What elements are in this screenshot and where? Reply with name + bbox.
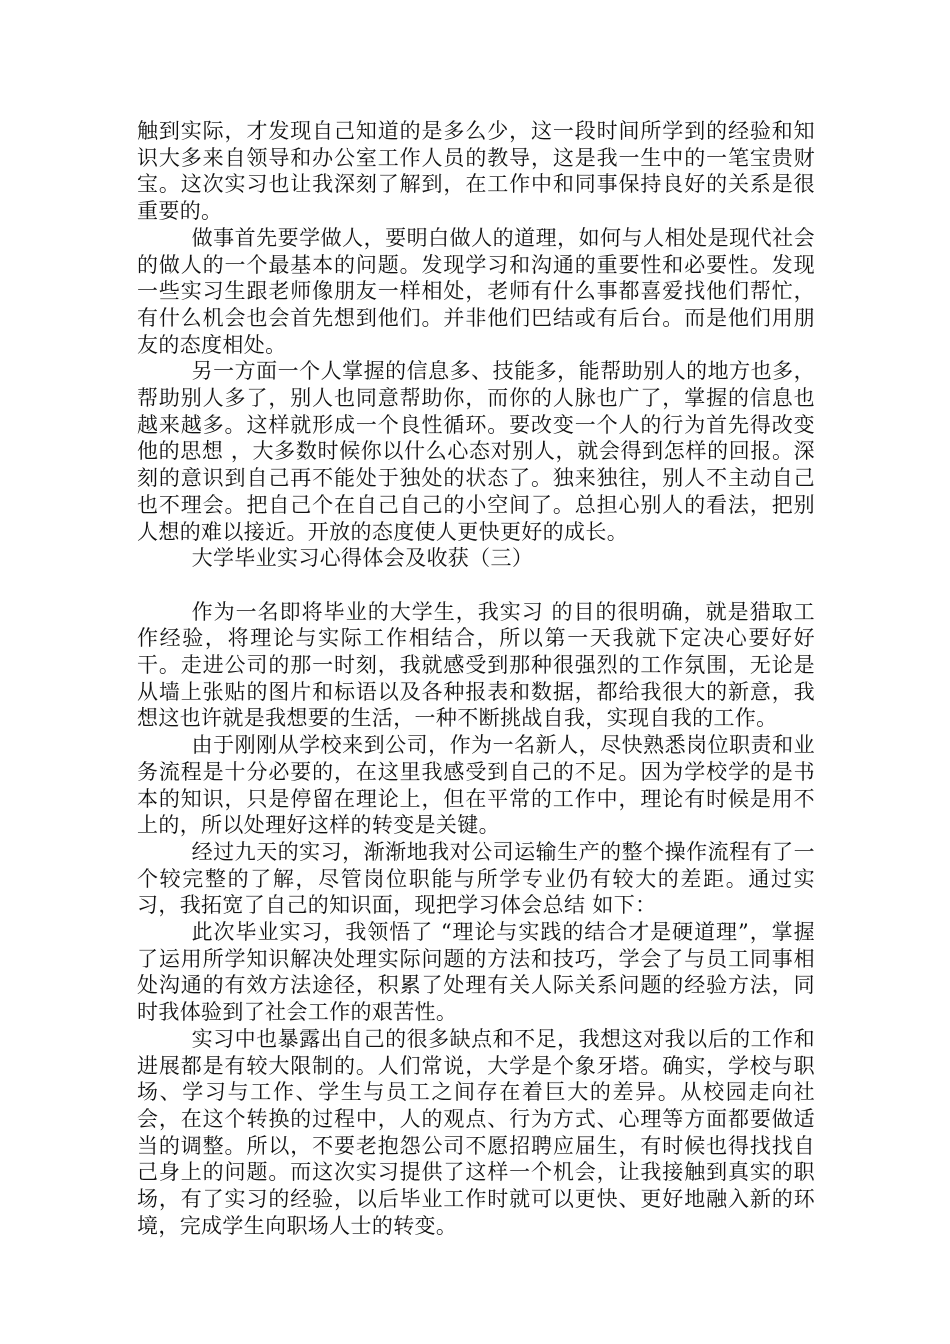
blank-line [137, 572, 815, 599]
paragraph-5: 由于刚刚从学校来到公司，作为一名新人，尽快熟悉岗位职责和业务流程是十分必要的，在这里我感受到自己的不足。因为学校学的是书本的知识，只是停留在理论上，但在平常的工作中，理论有时候是用不上的，所以处理好这样的转变是关键。 [137, 733, 815, 838]
paragraph-4: 作为一名即将毕业的大学生，我实习 的目的很明确，就是猎取工作经验，将理论与实际工作相结合，所以第一天我就下定决心要好好干。走进公司的那一时刻，我就感受到那种很强烈的工作氛围，无论是从墙上张贴的图片和标语以及各种报表和数据，都给我很大的新意，我想这也许就是我想要的生活，一种不断挑战自我，实现自我的工作。 [137, 599, 815, 731]
paragraph-3: 另一方面一个人掌握的信息多、技能多，能帮助别人的地方也多，帮助别人多了，别人也同意帮助你，而你的人脉也广了，掌握的信息也越来越多。这样就形成一个良性循环。要改变一个人的行为首先得改变他的思想 ，大多数时候你以什么心态对别人，就会得到怎样的回报。深刻的意识到自己再不能处于独处的状态了。独来独往，别人不主动自己也不理会。把自己个在自己自己的小空间了。总担心别人的看法，把别人想的难以接近。开放的态度使人更快更好的成长。 [137, 359, 815, 544]
paragraph-2: 做事首先要学做人，要明白做人的道理，如何与人相处是现代社会的做人的一个最基本的问题。发现学习和沟通的重要性和必要性。发现一些实习生跟老师像朋友一样相处，老师有什么事都喜爱找他们帮忙，有什么机会也会首先想到他们。并非他们巴结或有后台。而是他们用朋友的态度相处。 [137, 225, 815, 357]
paragraph-1: 触到实际，才发现自己知道的是多么少，这一段时间所学到的经验和知识大多来自领导和办公室工作人员的教导，这是我一生中的一笔宝贵财宝。这次实习也让我深刻了解到，在工作中和同事保持良好的关系是很重要的。 [137, 119, 815, 224]
section-heading: 大学毕业实习心得体会及收获（三） [191, 546, 534, 571]
paragraph-6: 经过九天的实习，渐渐地我对公司运输生产的整个操作流程有了一个较完整的了解，尽管岗位职能与所学专业仍有较大的差距。通过实习，我拓宽了自己的知识面，现把学习体会总结 如下： [137, 839, 815, 918]
paragraph-7: 此次毕业实习，我领悟了 “理论与实践的结合才是硬道理”，掌握了运用所学知识解决处理实际问题的方法和技巧，学会了与员工同事相处沟通的有效方法途径，积累了处理有关人际关系问题的经验方法，同时我体验到了社会工作的艰苦性。 [137, 920, 815, 1025]
paragraph-8: 实习中也暴露出自己的很多缺点和不足，我想这对我以后的工作和进展都是有较大限制的。人们常说，大学是个象牙塔。确实，学校与职场、学习与工作、学生与员工之间存在着巨大的差异。从校园走向社会，在这个转换的过程中，人的观点、行为方式、心理等方面都要做适当的调整。所以，不要老抱怨公司不愿招聘应届生，有时候也得找找自己身上的问题。而这次实习提供了这样一个机会，让我接触到真实的职场，有了实习的经验，以后毕业工作时就可以更快、更好地融入新的环境，完成学生向职场人士的转变。 [137, 1026, 815, 1238]
